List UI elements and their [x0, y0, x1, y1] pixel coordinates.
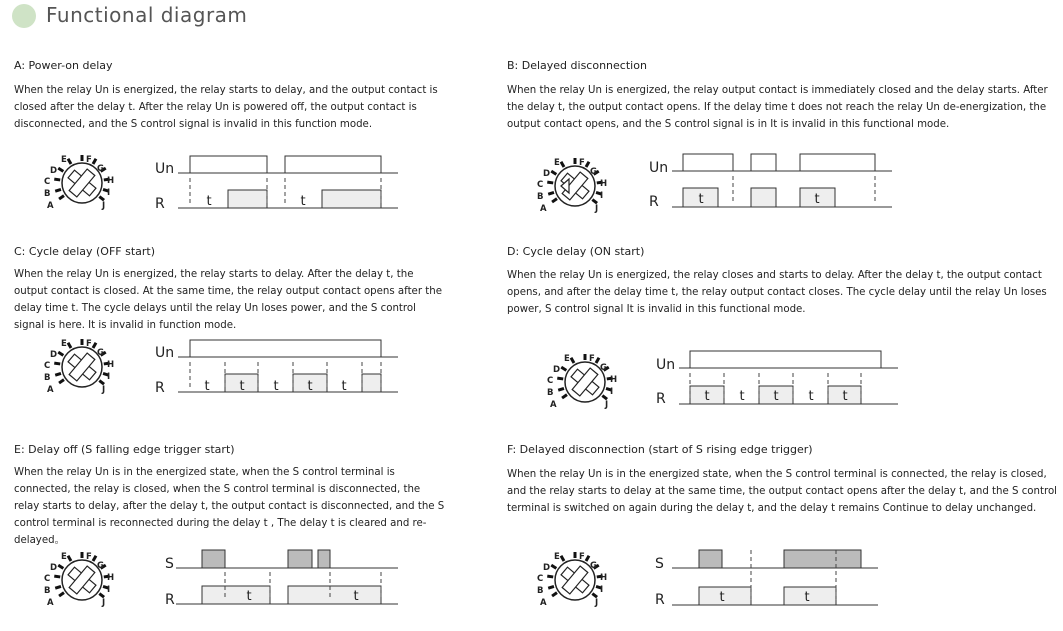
rotary-dial-icon — [44, 552, 114, 608]
dial-tick — [547, 576, 553, 577]
dial-tick — [59, 380, 64, 383]
dial-label-a: A — [540, 204, 547, 214]
dial-label-g: G — [97, 561, 104, 571]
dial-label-a: A — [47, 598, 54, 608]
dial-label-b: B — [44, 373, 51, 383]
dial-tick — [55, 373, 61, 375]
dial-label-c: C — [537, 180, 544, 190]
un-pulse — [190, 156, 267, 173]
r-pulse — [228, 190, 267, 208]
dial-label-j: J — [102, 598, 106, 608]
dial-tick — [561, 367, 566, 370]
dial-tick — [557, 378, 563, 379]
dial-label-f: F — [86, 339, 92, 349]
dial-label-h: H — [107, 573, 115, 583]
r-pulse — [751, 188, 776, 207]
section-c-title: C: Cycle delay (OFF start) — [14, 245, 156, 258]
delay-label-t: t — [273, 379, 279, 394]
dial-label-h: H — [600, 573, 608, 583]
dial-label-i: I — [107, 372, 111, 382]
dial-tick — [59, 196, 64, 199]
dial-tick — [55, 189, 61, 191]
dial-tick — [55, 586, 61, 588]
dial-label-f: F — [579, 552, 585, 562]
dial-label-f: F — [86, 155, 92, 165]
dial-tick — [54, 363, 60, 364]
delay-label-t: t — [300, 194, 306, 209]
dial-label-a: A — [47, 201, 54, 211]
s-pulse — [699, 550, 722, 568]
section-e-title: E: Delay off (S falling edge trigger start) — [14, 443, 235, 456]
dial-tick — [586, 162, 589, 167]
dial-label-j: J — [605, 400, 609, 410]
signal-label-r: R — [649, 194, 659, 210]
rotary-dial-icon — [547, 354, 617, 410]
dial-label-e: E — [61, 339, 67, 349]
dial-label-h: H — [610, 375, 618, 385]
dial-label-e: E — [554, 552, 560, 562]
dial-tick — [602, 396, 607, 400]
delay-label-t: t — [842, 389, 848, 404]
dial-label-i: I — [107, 188, 111, 198]
signal-label-s: S — [655, 556, 664, 572]
dial-tick — [571, 358, 574, 363]
section-e-description: When the relay Un is in the energized state, when the S control terminal is connected, the relay is closed, when the S control terminal is disconnected, the relay starts to delay, after the delay t, the output contact is disconnected, and the S control terminal is reconnected during the delay t , The delay t is cleared and re-delayed。 — [14, 467, 445, 546]
signal-label-un: Un — [155, 345, 175, 361]
dial-tick — [592, 594, 597, 598]
dial-tick — [562, 395, 567, 398]
signal-label-s: S — [165, 556, 174, 572]
dial-label-b: B — [44, 586, 51, 596]
dial-label-c: C — [44, 361, 51, 371]
dial-tick — [552, 593, 557, 596]
r-pulse — [699, 587, 751, 605]
delay-label-t: t — [808, 389, 814, 404]
un-pulse — [190, 340, 381, 357]
signal-label-un: Un — [656, 357, 676, 373]
dial-tick — [58, 565, 63, 568]
un-pulse — [683, 154, 733, 171]
dial-tick — [59, 593, 64, 596]
dial-label-c: C — [44, 574, 51, 584]
s-pulse — [784, 550, 861, 568]
un-pulse — [800, 154, 875, 171]
dial-label-g: G — [97, 348, 104, 358]
dial-label-c: C — [537, 574, 544, 584]
dial-label-a: A — [47, 385, 54, 395]
dial-tick — [99, 197, 104, 201]
delay-label-t: t — [773, 389, 779, 404]
dial-label-a: A — [540, 598, 547, 608]
section-c-description: When the relay Un is energized, the relay starts to delay. After the delay t, the output contact is closed. At the same time, the relay output contact opens after the delay time t. The cycle delays until the relay Un loses power, and the S control signal is here. It is invalid in function mode. — [14, 269, 442, 331]
dial-label-f: F — [579, 158, 585, 168]
dial-label-i: I — [107, 585, 111, 595]
dial-label-h: H — [107, 176, 115, 186]
dial-tick — [547, 182, 553, 183]
dial-label-h: H — [600, 179, 608, 189]
section-a-description: When the relay Un is energized, the relay starts to delay, and the output contact is closed after the delay t. After the relay Un is powered off, the output contact is disconnected, and the S control signal is invalid in this function mode. — [14, 85, 438, 130]
dial-label-h: H — [107, 360, 115, 370]
delay-label-t: t — [307, 379, 313, 394]
rotary-dial-icon — [44, 339, 114, 395]
dial-tick — [586, 556, 589, 561]
section-d-title: D: Cycle delay (ON start) — [507, 245, 645, 258]
dial-label-b: B — [547, 388, 554, 398]
dial-label-d: D — [50, 166, 58, 176]
dial-tick — [561, 162, 564, 167]
dial-tick — [592, 200, 597, 204]
dial-label-d: D — [50, 350, 58, 360]
delay-label-t: t — [239, 379, 245, 394]
dial-tick — [552, 199, 557, 202]
dial-label-b: B — [44, 189, 51, 199]
dial-label-i: I — [600, 191, 604, 201]
signal-label-un: Un — [155, 161, 175, 177]
delay-label-t: t — [341, 379, 347, 394]
section-a-title: A: Power-on delay — [14, 59, 113, 72]
dial-tick — [54, 576, 60, 577]
rotary-dial-icon — [537, 158, 607, 214]
r-pulse — [202, 586, 270, 604]
dial-tick — [68, 343, 71, 348]
dial-tick — [54, 179, 60, 180]
dial-label-e: E — [61, 155, 67, 165]
r-pulse — [288, 586, 381, 604]
dial-label-f: F — [86, 552, 92, 562]
dial-tick — [99, 594, 104, 598]
signal-label-r: R — [165, 592, 175, 608]
delay-label-t: t — [739, 389, 745, 404]
r-pulse — [322, 190, 381, 208]
dial-tick — [68, 159, 71, 164]
delay-label-t: t — [698, 192, 704, 207]
dial-label-e: E — [564, 354, 570, 364]
signal-label-r: R — [656, 391, 666, 407]
dial-tick — [596, 358, 599, 363]
delay-label-t: t — [804, 590, 810, 605]
dial-label-d: D — [543, 169, 551, 179]
r-pulse — [362, 374, 381, 392]
dial-label-j: J — [595, 204, 599, 214]
dial-label-b: B — [537, 192, 544, 202]
dial-tick — [551, 565, 556, 568]
s-pulse — [288, 550, 312, 568]
dial-label-j: J — [102, 201, 106, 211]
dial-tick — [548, 192, 554, 194]
delay-label-t: t — [206, 194, 212, 209]
delay-label-t: t — [246, 589, 252, 604]
dial-tick — [93, 343, 96, 348]
delay-label-t: t — [204, 379, 210, 394]
dial-label-d: D — [543, 563, 551, 573]
dial-label-a: A — [550, 400, 557, 410]
signal-label-r: R — [155, 380, 165, 396]
dial-tick — [561, 556, 564, 561]
dial-label-j: J — [595, 598, 599, 608]
delay-label-t: t — [814, 192, 820, 207]
dial-tick — [93, 159, 96, 164]
section-b-description: When the relay Un is energized, the relay output contact is immediately closed and the delay starts. After the delay t, the output contact opens. If the delay time t does not reach the relay Un de-energization, the output contact opens, and the S control signal is in It is invalid in this functional mode. — [507, 85, 1048, 130]
dial-label-g: G — [600, 363, 607, 373]
rotary-dial-icon — [537, 552, 607, 608]
section-f-description: When the relay Un is in the energized state, when the S control terminal is connected, the relay is closed, and the relay starts to delay at the same time, the output contact opens after the delay t, and the S control terminal is switched on again during the delay t, and the delay t remains Continue to delay unchanged. — [507, 469, 1058, 514]
r-pulse — [784, 587, 836, 605]
dial-tick — [551, 171, 556, 174]
s-pulse — [202, 550, 225, 568]
dial-label-d: D — [553, 365, 561, 375]
dial-tick — [558, 388, 564, 390]
dial-label-i: I — [610, 387, 614, 397]
dial-tick — [58, 352, 63, 355]
dial-tick — [68, 556, 71, 561]
dial-tick — [93, 556, 96, 561]
section-d-description: When the relay Un is energized, the relay closes and starts to delay. After the delay t, the output contact opens, and after the delay time t, the relay output contact closes. The cycle delay until the relay Un loses power, S control signal It is invalid in this functional mode. — [507, 270, 1047, 315]
signal-label-un: Un — [649, 160, 669, 176]
rotary-dial-icon — [44, 155, 114, 211]
page-title: Functional diagram — [46, 3, 248, 27]
dial-label-c: C — [547, 376, 554, 386]
dial-label-i: I — [600, 585, 604, 595]
un-pulse — [751, 154, 776, 171]
dial-label-e: E — [61, 552, 67, 562]
dial-label-e: E — [554, 158, 560, 168]
dial-label-f: F — [589, 354, 595, 364]
s-pulse — [318, 550, 330, 568]
delay-label-t: t — [353, 589, 359, 604]
un-pulse — [285, 156, 381, 173]
dial-label-g: G — [590, 561, 597, 571]
dial-label-b: B — [537, 586, 544, 596]
signal-label-r: R — [155, 196, 165, 212]
section-f-title: F: Delayed disconnection (start of S rising edge trigger) — [507, 443, 813, 456]
dial-label-g: G — [97, 164, 104, 174]
section-b-title: B: Delayed disconnection — [507, 59, 647, 72]
dial-tick — [99, 381, 104, 385]
dial-tick — [548, 586, 554, 588]
delay-label-t: t — [719, 590, 725, 605]
delay-label-t: t — [704, 389, 710, 404]
dial-label-g: G — [590, 167, 597, 177]
dial-label-j: J — [102, 385, 106, 395]
signal-label-r: R — [655, 592, 665, 608]
dial-label-d: D — [50, 563, 58, 573]
dial-tick — [58, 168, 63, 171]
dial-label-c: C — [44, 177, 51, 187]
un-pulse — [690, 351, 881, 368]
